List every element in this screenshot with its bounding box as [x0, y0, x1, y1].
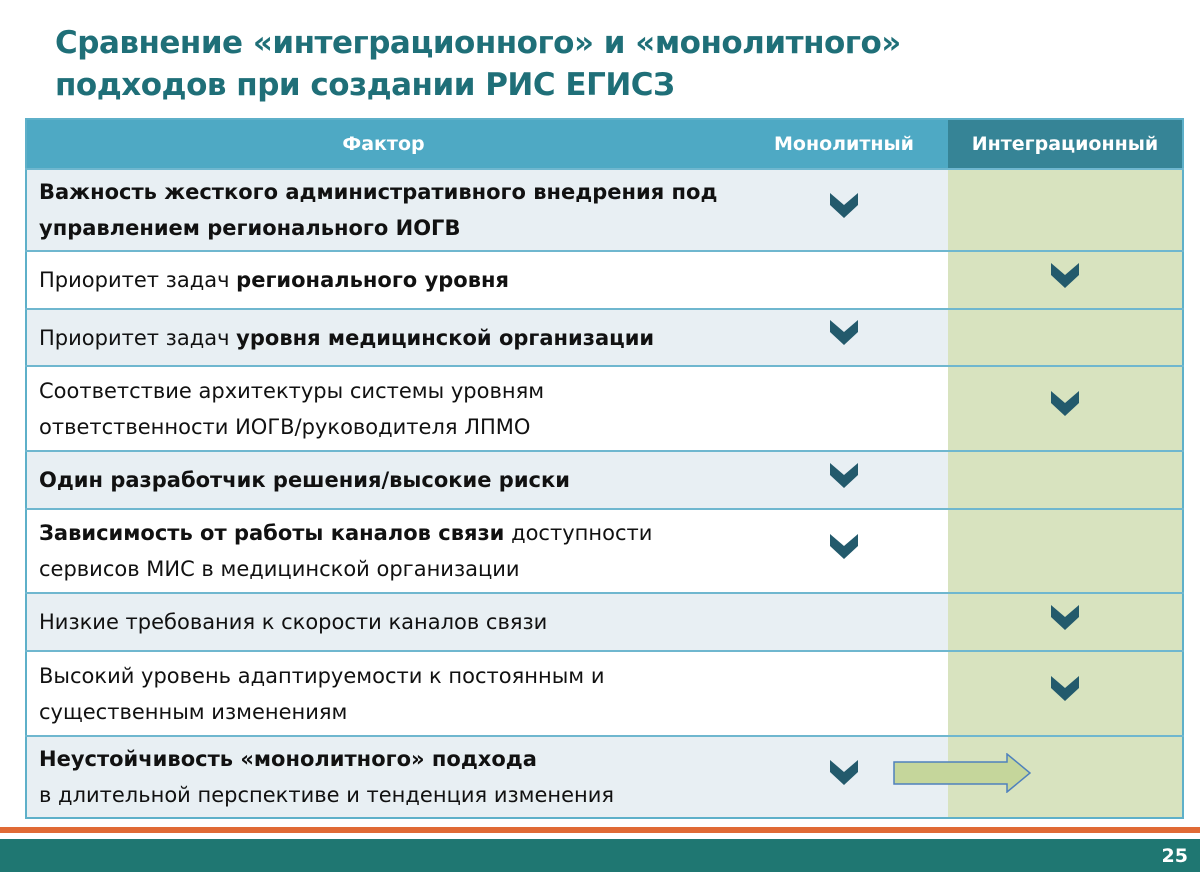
table-row — [26, 251, 1183, 309]
header-factor: Фактор — [26, 119, 740, 169]
monolithic-cell — [740, 169, 948, 251]
factor-text: Один разработчик решения/высокие риски — [39, 468, 570, 492]
arrow-right-icon — [893, 753, 1031, 793]
factor-text: регионального уровня — [236, 268, 509, 292]
chevron-down-icon — [1050, 261, 1080, 289]
monolithic-cell — [740, 509, 948, 593]
factor-text: Важность жесткого административного внедрения под управлением регионального ИОГВ — [39, 180, 718, 240]
table-row — [26, 509, 1183, 593]
factor-cell — [26, 309, 740, 366]
table-row — [26, 309, 1183, 366]
integration-cell — [948, 451, 1183, 509]
page-number: 25 — [1161, 845, 1188, 867]
header-integration: Интеграционный — [948, 119, 1183, 169]
chevron-down-icon — [829, 461, 859, 489]
factor-text: Неустойчивость «монолитного» подхода — [39, 747, 537, 771]
factor-cell — [26, 251, 740, 309]
slide-title — [55, 22, 901, 106]
integration-cell — [948, 509, 1183, 593]
integration-cell — [948, 169, 1183, 251]
table-row — [26, 651, 1183, 736]
monolithic-cell — [740, 251, 948, 309]
factor-text: Зависимость от работы каналов связи — [39, 521, 505, 545]
integration-cell — [948, 251, 1183, 309]
factor-text: Соответствие архитектуры системы уровням ответственности ИОГВ/руководителя ЛПМО — [39, 378, 545, 439]
accent-line — [0, 827, 1200, 833]
title-line-2: подходов при создании РИС ЕГИСЗ — [55, 67, 675, 103]
table-row — [26, 169, 1183, 251]
factor-cell — [26, 509, 740, 593]
chevron-down-icon — [1050, 674, 1080, 702]
factor-text: в длительной перспективе и тенденция изменения — [39, 783, 615, 807]
title-line-1: Сравнение «интеграционного» и «монолитного» — [55, 25, 901, 61]
factor-text: Приоритет задач — [39, 268, 237, 292]
factor-text: доступности сервисов МИС в медицинской организации — [39, 521, 653, 581]
monolithic-cell — [740, 651, 948, 736]
factor-cell — [26, 651, 740, 736]
factor-text: Высокий уровень адаптируемости к постоянным и существенным изменениям — [39, 663, 605, 724]
integration-cell — [948, 593, 1183, 651]
factor-cell — [26, 736, 740, 818]
factor-cell — [26, 366, 740, 451]
chevron-down-icon — [829, 318, 859, 346]
factor-text: уровня медицинской организации — [236, 325, 655, 350]
integration-cell — [948, 366, 1183, 451]
monolithic-cell — [740, 309, 948, 366]
chevron-down-icon — [829, 532, 859, 560]
monolithic-cell — [740, 451, 948, 509]
chevron-down-icon — [829, 191, 859, 219]
factor-cell — [26, 169, 740, 251]
integration-cell — [948, 309, 1183, 366]
factor-text: Низкие требования к скорости каналов связи — [39, 610, 548, 634]
comparison-table — [25, 118, 1184, 819]
chevron-down-icon — [1050, 389, 1080, 417]
factor-cell — [26, 593, 740, 651]
header-monolithic: Монолитный — [740, 119, 948, 169]
table-row — [26, 366, 1183, 451]
chevron-down-icon — [829, 758, 859, 786]
chevron-down-icon — [1050, 603, 1080, 631]
monolithic-cell — [740, 593, 948, 651]
factor-text: Приоритет задач — [39, 325, 237, 350]
factor-cell — [26, 451, 740, 509]
table-row — [26, 451, 1183, 509]
monolithic-cell — [740, 366, 948, 451]
table-row — [26, 593, 1183, 651]
footer-bar — [0, 839, 1200, 872]
integration-cell — [948, 651, 1183, 736]
